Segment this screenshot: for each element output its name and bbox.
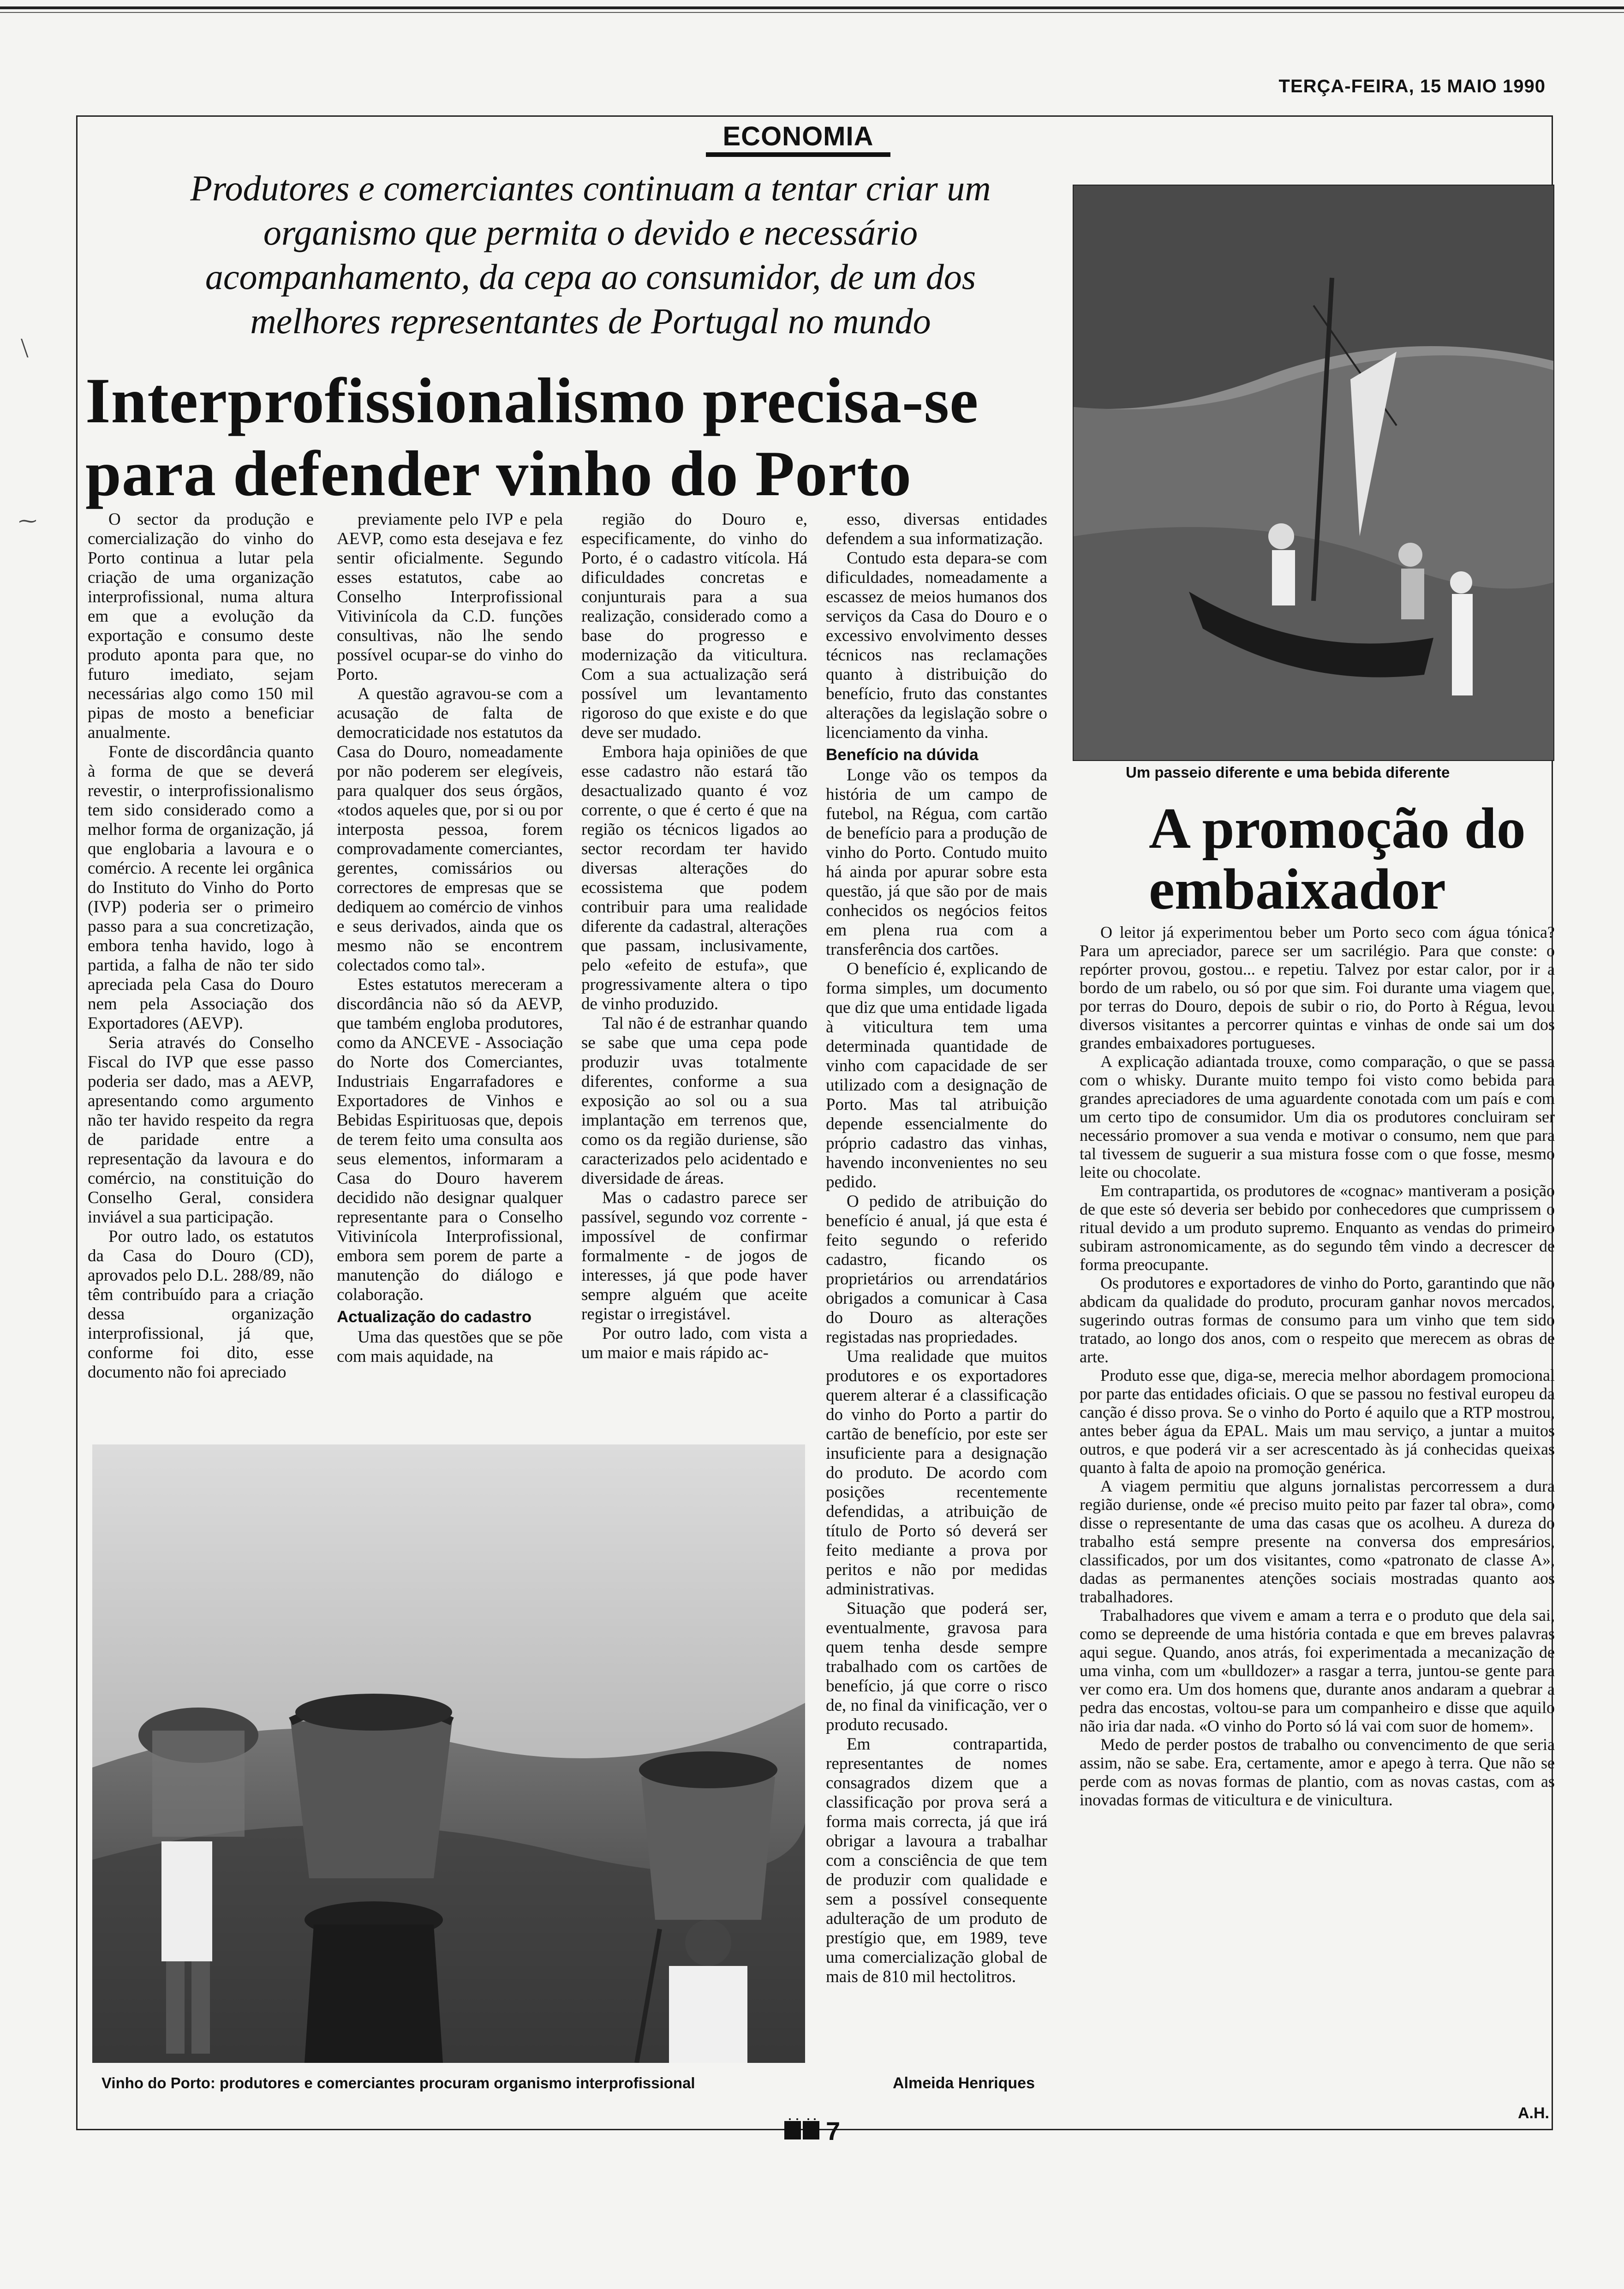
article-column-4	[826, 510, 1047, 1987]
article-column-3	[581, 510, 807, 1363]
paragraph: Contudo esta depara-se com dificuldades, nomeadamente a escassez de meios humanos dos serviços da Casa do Douro e o excessivo envolvimento desses técnicos nas reclamações quanto à distribuição do benefício, fruto das constantes alterações da legislação sobre o licenciamento da vinha.	[826, 549, 1047, 742]
paragraph: previamente pelo IVP e pela AEVP, como esta desejava e fez sentir oficialmente. Segundo esses estatutos, cabe ao Conselho Interprofissional Vitivinícola da C.D. funções consultivas, não lhe sendo possível ocupar-se do vinho do Porto.	[337, 510, 563, 684]
side-signature: A.H.	[1518, 2104, 1549, 2122]
paragraph: Produto esse que, diga-se, merecia melhor abordagem promocional por parte das entidades oficiais. O que se passou no festival europeu da canção é disso prova. Se o vinho do Porto é aquilo que a RTP mostrou, antes beber água da EPAL. Mais um mau serviço, a juntar a muitos outros, e que poderá vir a ser acrescentado às já conhecidas queixas quanto à falta de apoio na promoção genérica.	[1080, 1366, 1555, 1477]
article-column-2	[337, 510, 563, 1366]
side-article-title: A promoção do embaixador	[1149, 797, 1526, 922]
paragraph: Embora haja opiniões de que esse cadastro não estará tão desactualizado quanto é voz corrente, o que é certo é que na região os técnicos ligados ao sector recordam ter havido diversas alterações do ecossistema que podem contribuir para uma realidade diferente da cadastral, alterações que passam, inclusivamente, pelo «efeito de estufa», que progressivamente altera o tipo de vinho produzido.	[581, 743, 807, 1013]
newspaper-logo-icon	[784, 2118, 820, 2141]
paragraph: Uma das questões que se põe com mais aquidade, na	[337, 1328, 563, 1366]
paragraph: esso, diversas entidades defendem a sua informatização.	[826, 510, 1047, 548]
photo-caption-right: Um passeio diferente e uma bebida diferente	[1126, 764, 1450, 781]
margin-mark: \	[21, 333, 29, 363]
paragraph: região do Douro e, especificamente, do vinho do Porto, é o cadastro vitícola. Há dificuldades concretas e conjunturais para a sua realização, considerado como a base do progresso e modernização da viticultura. Com a sua actualização será possível um levantamento rigoroso do que existe e do que deve ser mudado.	[581, 510, 807, 742]
paragraph: Situação que poderá ser, eventualmente, gravosa para quem tenha desde sempre trabalhado com os cartões de benefício, já que corre o risco de, no final da vinificação, ver o produto recusado.	[826, 1599, 1047, 1734]
paragraph: O sector da produção e comercialização do vinho do Porto continua a lutar pela criação de uma organização interprofissional, numa altura em que a evolução da exportação e consumo deste produto aponta para que, no futuro imediato, sejam necessárias algo como 150 mil pipas de mosto a beneficiar anualmente.	[88, 510, 314, 742]
article-byline: Almeida Henriques	[893, 2074, 1035, 2092]
paragraph: Medo de perder postos de trabalho ou convencimento de que seria assim, não se sabe. Era, certamente, amor e apego à terra. Que não se perde com as novas formas de plantio, com as novas castas, com as inovadas formas de viticultura e de vinicultura.	[1080, 1735, 1555, 1809]
paragraph: Por outro lado, os estatutos da Casa do Douro (CD), aprovados pelo D.L. 288/89, não têm contribuído para a criação dessa organização interprofissional, já que, conforme foi dito, esse documento não foi apreciado	[88, 1227, 314, 1382]
paragraph: Por outro lado, com vista a um maior e mais rápido ac-	[581, 1324, 807, 1362]
photo-caption-bottom: Vinho do Porto: produtores e comerciantes procuram organismo interprofissional	[102, 2074, 695, 2091]
paragraph: A viagem permitiu que alguns jornalistas percorressem a dura região duriense, onde «é preciso muito peito par fazer tal obra», como disse o representante de uma das casas que os acolheu. A dureza do trabalho está sempre presente na conversa dos empresários, classificados, por um dos visitantes, como «patronato de classe A», dadas as permanentes atenções sociais mostradas quanto aos trabalhadores.	[1080, 1477, 1555, 1606]
photo-rabelo-boat	[1073, 185, 1554, 761]
section-underline	[706, 152, 890, 157]
margin-mark: ⁓	[18, 510, 37, 531]
paragraph: Seria através do Conselho Fiscal do IVP que esse passo poderia ser dado, mas a AEVP, apresentando como argumento não ter havido respeito da regra de paridade entre a representação da lavoura e do comércio, na constituição do Conselho Geral, considera inviável a sua participação.	[88, 1033, 314, 1227]
paragraph: A explicação adiantada trouxe, como comparação, o que se passa com o whisky. Durante muito tempo foi visto como bebida para grandes apreciadores de uma aguardente conotada com um país e com um certo tipo de consumidor. Um dia os produtores concluiram ser necessário promover a sua venda e motivar o consumo, nem que para tal tivessem de suguerir a sua mistura fosse com o que fosse, mesmo leite ou chocolate.	[1080, 1052, 1555, 1181]
paragraph: Fonte de discordância quanto à forma de que se deverá revestir, o interprofissionalismo tem sido considerado como a melhor forma de organização, já que englobaria a lavoura e o comércio. A recente lei orgânica do Instituto do Vinho do Porto (IVP) poderia ser o primeiro passo para a sua concretização, embora tenha havido, logo à partida, a falha de não ter sido apreciada pela Casa do Douro nem pela Associação dos Exportadores (AEVP).	[88, 743, 314, 1033]
article-column-1	[88, 510, 314, 1382]
paragraph: Trabalhadores que vivem e amam a terra e o produto que dela sai, como se depreende de uma história contada e que em breves palavras aqui segue. Quando, anos atrás, foi experimentada a mecanização de uma vinha, com um «bulldozer» a rasgar a terra, juntou-se gente para ver como era. Um dos homens que, durante anos andaram a quebrar a pedra das encostas, voltou-se para um companheiro e disse que aquilo não iria dar nada. «O vinho do Porto só lá vai com suor de homem».	[1080, 1606, 1555, 1735]
paragraph: A questão agravou-se com a acusação de falta de democraticidade nos estatutos da Casa do Douro, nomeadamente por não poderem ser elegíveis, para qualquer dos seus órgãos, «todos aqueles que, por si ou por interposta pessoa, forem comprovadamente comerciantes, gerentes, comissários ou correctores de empresas que se dediquem ao comércio de vinhos e seus derivados, ainda que os mesmo não se encontrem colectados como tal».	[337, 684, 563, 975]
page-number: 7	[826, 2116, 841, 2145]
paragraph: Uma realidade que muitos produtores e os exportadores querem alterar é a classificação do vinho do Porto a partir do cartão de benefício, por este ser insuficiente para a designação do produto. De acordo com posições recentemente defendidas, a atribuição de título de Porto só deverá ser feito mediante a prova por peritos e não por medidas administrativas.	[826, 1347, 1047, 1599]
paragraph: Tal não é de estranhar quando se sabe que uma cepa pode produzir uvas totalmente diferentes, conforme a sua exposição ao sol ou a sua implantação em terrenos que, como os da região duriense, são caracterizados pelo acidentado e diversidade de áreas.	[581, 1014, 807, 1188]
side-article-body	[1080, 923, 1555, 1809]
paragraph: Longe vão os tempos da história de um campo de futebol, na Régua, com cartão de benefício para a produção de vinho do Porto. Contudo muito há ainda por apurar sobre esta questão, já que são por de mais conhecidos os negócios feitos em plena rua com a transferência dos cartões.	[826, 766, 1047, 959]
top-rule-thin	[0, 12, 1624, 13]
paragraph: O benefício é, explicando de forma simples, um documento que diz que uma entidade ligada à viticultura tem uma determinada quantidade de vinho com capacidade de ser utilizado com a designação de Porto. Mas tal atribuição depende essencialmente do próprio cadastro das vinhas, havendo inconvenientes no seu pedido.	[826, 959, 1047, 1192]
paragraph: Mas o cadastro parece ser passível, segundo voz corrente - impossível de confirmar formalmente - de jogos de interesses, já que pode haver sempre alguém que aceite registar o irregistável.	[581, 1188, 807, 1324]
page-date: TERÇA-FEIRA, 15 MAIO 1990	[1278, 76, 1546, 96]
subheading-beneficio: Benefício na dúvida	[826, 746, 979, 764]
top-rule	[0, 6, 1624, 9]
article-kicker: Produtores e comerciantes continuam a tentar criar um organismo que permita o devido e necessário acompanhamento, da cepa ao consumidor, de um dos melhores representantes de Portugal no mundo	[190, 168, 991, 341]
paragraph: O pedido de atribuição do benefício é anual, já que esta é feito segundo o referido cadastro, ficando os proprietários ou arrendatários obrigados a comunicar à Casa do Douro as alterações registadas nas propriedades.	[826, 1192, 1047, 1347]
photo-workers-baskets	[92, 1444, 805, 2063]
paragraph: Em contrapartida, representantes de nomes consagrados dizem que a classificação por prova será a forma mais correcta, já que irá obrigar a lavoura a trabalhar com a consciência de que tem de produzir com qualidade e sem a possível consequente adulteração de um produto de prestígio que, em 1989, teve uma comercialização global de mais de 810 mil hectolitros.	[826, 1735, 1047, 1986]
article-headline: Interprofissionalismo precisa-se para defender vinho do Porto	[85, 365, 979, 509]
paragraph: Em contrapartida, os produtores de «cognac» mantiveram a posição de que este só deveria ser bebido por conhecedores que cumprissem o ritual devido a um produto supremo. Enquanto as vendas do primeiro subiram astronomicamente, as do segundo têm vindo a decrescer de forma preocupante.	[1080, 1181, 1555, 1274]
paragraph: Os produtores e exportadores de vinho do Porto, garantindo que não abdicam da qualidade do produto, procuram ganhar novos mercados, sugerindo outras formas de consumo para um vinho que tem sido tratado, ao longo dos anos, com o respeito que merecem as obras de arte.	[1080, 1274, 1555, 1366]
paragraph: O leitor já experimentou beber um Porto seco com água tónica? Para um apreciador, parece ser um sacrilégio. Para que conste: o repórter provou, gostou... e repetiu. Talvez por estar calor, por ir a bordo de um rabelo, ou só por que sim. Foi durante uma viagem que, por terras do Douro, depois de subir o rio, do Porto à Régua, levou diversos visitantes a percorrer quintas e vinhas de onde sai um dos grandes embaixadores portugueses.	[1080, 923, 1555, 1052]
paragraph: Estes estatutos mereceram a discordância não só da AEVP, que também engloba produtores, como da ANCEVE - Associação do Norte dos Comerciantes, Industriais Engarrafadores e Exportadores de Vinhos e Bebidas Espirituosas que, depois de terem feito uma consulta aos seus elementos, informaram a Casa do Douro haverem decidido não designar qualquer representante para o Conselho Vitivinícola Interprofissional, embora sem porem de parte a manutenção do diálogo e colaboração.	[337, 975, 563, 1304]
section-label: ECONOMIA	[722, 121, 874, 151]
subheading-cadastro: Actualização do cadastro	[337, 1308, 532, 1326]
